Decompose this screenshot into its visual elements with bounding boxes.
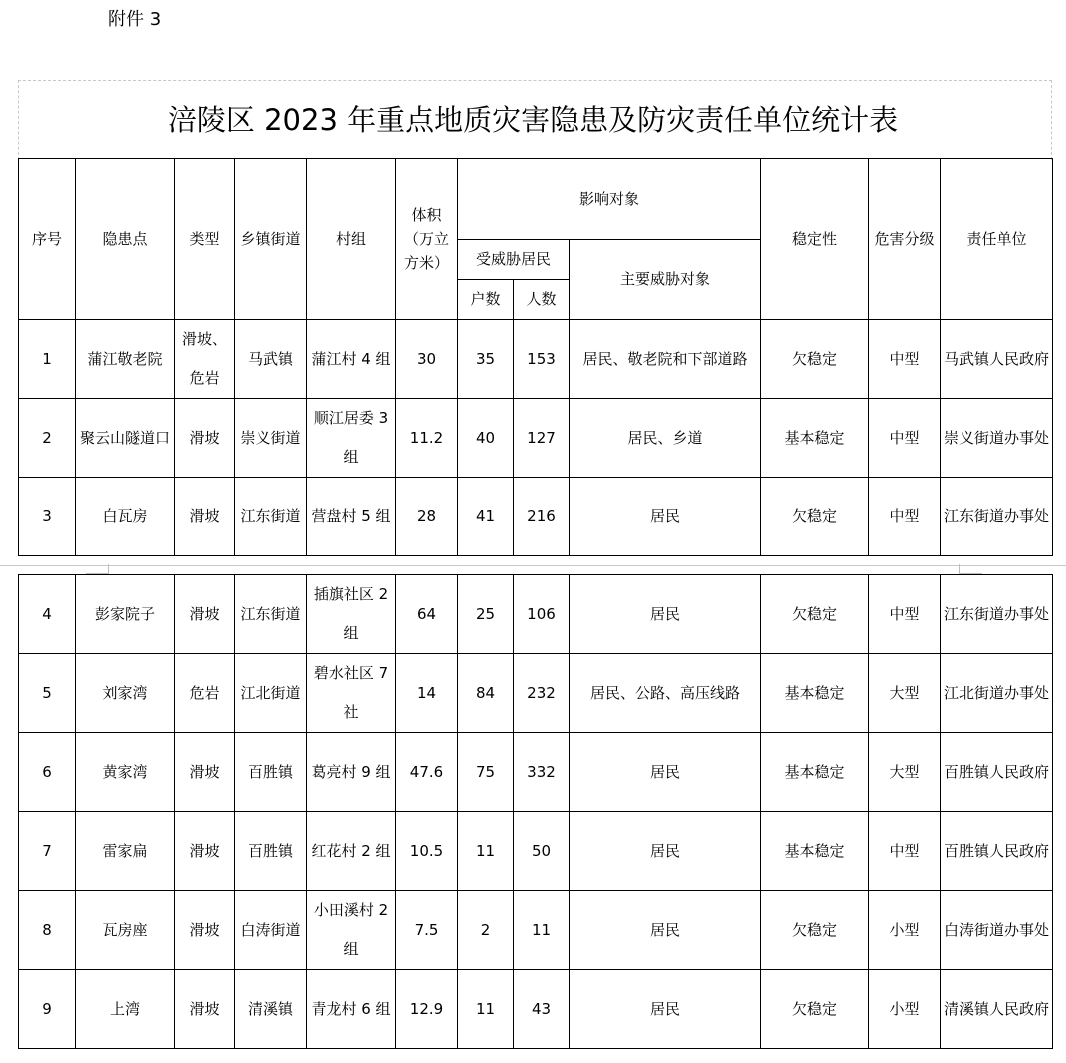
cell-households: 2: [458, 891, 514, 970]
cell-volume: 10.5: [396, 812, 458, 891]
cell-threat: 居民: [570, 733, 761, 812]
cell-unit: 马武镇人民政府: [941, 320, 1053, 399]
cell-unit: 江东街道办事处: [941, 478, 1053, 556]
cell-people: 106: [514, 575, 570, 654]
cell-village: 小田溪村 2 组: [307, 891, 396, 970]
cell-site: 黄家湾: [76, 733, 175, 812]
cell-village: 碧水社区 7 社: [307, 654, 396, 733]
page-break-line: [0, 565, 1066, 566]
page-corner-mark: [86, 564, 109, 574]
header-hazard: 危害分级: [869, 159, 941, 320]
cell-people: 216: [514, 478, 570, 556]
cell-stability: 基本稳定: [761, 654, 869, 733]
cell-threat: 居民: [570, 970, 761, 1049]
cell-town: 白涛街道: [235, 891, 307, 970]
cell-seq: 4: [19, 575, 76, 654]
cell-stability: 基本稳定: [761, 399, 869, 478]
cell-hazard: 中型: [869, 320, 941, 399]
cell-households: 40: [458, 399, 514, 478]
header-stability: 稳定性: [761, 159, 869, 320]
table-row: [19, 891, 1053, 970]
cell-type: 滑坡: [175, 733, 235, 812]
table-row: [19, 399, 1053, 478]
cell-people: 332: [514, 733, 570, 812]
table-row: [19, 970, 1053, 1049]
cell-hazard: 小型: [869, 970, 941, 1049]
cell-village: 蒲江村 4 组: [307, 320, 396, 399]
cell-seq: 6: [19, 733, 76, 812]
cell-site: 雷家扁: [76, 812, 175, 891]
cell-threat: 居民: [570, 478, 761, 556]
statistics-table-page-2: [18, 574, 1053, 1049]
cell-site: 彭家院子: [76, 575, 175, 654]
cell-people: 50: [514, 812, 570, 891]
cell-type: 滑坡: [175, 891, 235, 970]
cell-hazard: 大型: [869, 654, 941, 733]
cell-hazard: 小型: [869, 891, 941, 970]
cell-households: 84: [458, 654, 514, 733]
cell-unit: 百胜镇人民政府: [941, 733, 1053, 812]
cell-volume: 47.6: [396, 733, 458, 812]
cell-unit: 江东街道办事处: [941, 575, 1053, 654]
cell-town: 江北街道: [235, 654, 307, 733]
cell-seq: 8: [19, 891, 76, 970]
cell-people: 11: [514, 891, 570, 970]
cell-households: 35: [458, 320, 514, 399]
page-corner-mark: [959, 564, 982, 574]
cell-unit: 白涛街道办事处: [941, 891, 1053, 970]
cell-threat: 居民: [570, 891, 761, 970]
cell-volume: 28: [396, 478, 458, 556]
cell-households: 41: [458, 478, 514, 556]
table-row: [19, 654, 1053, 733]
cell-volume: 12.9: [396, 970, 458, 1049]
cell-threat: 居民: [570, 812, 761, 891]
cell-type: 滑坡: [175, 399, 235, 478]
cell-town: 崇义街道: [235, 399, 307, 478]
cell-town: 江东街道: [235, 575, 307, 654]
cell-volume: 14: [396, 654, 458, 733]
cell-households: 75: [458, 733, 514, 812]
cell-people: 127: [514, 399, 570, 478]
cell-type: 滑坡: [175, 575, 235, 654]
cell-type: 滑坡: [175, 812, 235, 891]
statistics-table-page-1: [18, 158, 1053, 556]
table-row: [19, 320, 1053, 399]
header-site: 隐患点: [76, 159, 175, 320]
header-volume: 体积（万立方米）: [396, 159, 458, 320]
attachment-label: 附件 3: [108, 9, 162, 30]
cell-volume: 7.5: [396, 891, 458, 970]
cell-town: 马武镇: [235, 320, 307, 399]
cell-threat: 居民、敬老院和下部道路: [570, 320, 761, 399]
cell-town: 清溪镇: [235, 970, 307, 1049]
header-people: 人数: [514, 280, 570, 320]
cell-stability: 欠稳定: [761, 478, 869, 556]
cell-village: 青龙村 6 组: [307, 970, 396, 1049]
cell-type: 滑坡、危岩: [175, 320, 235, 399]
cell-village: 顺江居委 3 组: [307, 399, 396, 478]
header-town: 乡镇街道: [235, 159, 307, 320]
cell-households: 11: [458, 812, 514, 891]
cell-stability: 基本稳定: [761, 733, 869, 812]
cell-people: 153: [514, 320, 570, 399]
cell-town: 百胜镇: [235, 733, 307, 812]
cell-seq: 5: [19, 654, 76, 733]
cell-hazard: 大型: [869, 733, 941, 812]
table-row: [19, 478, 1053, 556]
cell-unit: 百胜镇人民政府: [941, 812, 1053, 891]
cell-unit: 崇义街道办事处: [941, 399, 1053, 478]
cell-stability: 基本稳定: [761, 812, 869, 891]
cell-site: 瓦房座: [76, 891, 175, 970]
cell-volume: 64: [396, 575, 458, 654]
table-row: [19, 575, 1053, 654]
header-threat: 主要威胁对象: [570, 240, 761, 320]
cell-volume: 11.2: [396, 399, 458, 478]
cell-seq: 1: [19, 320, 76, 399]
cell-threat: 居民、乡道: [570, 399, 761, 478]
cell-hazard: 中型: [869, 812, 941, 891]
cell-type: 滑坡: [175, 478, 235, 556]
cell-village: 葛亮村 9 组: [307, 733, 396, 812]
cell-village: 营盘村 5 组: [307, 478, 396, 556]
cell-site: 刘家湾: [76, 654, 175, 733]
header-village: 村组: [307, 159, 396, 320]
cell-unit: 清溪镇人民政府: [941, 970, 1053, 1049]
cell-village: 插旗社区 2 组: [307, 575, 396, 654]
cell-households: 11: [458, 970, 514, 1049]
cell-hazard: 中型: [869, 575, 941, 654]
table-row: [19, 733, 1053, 812]
header-seq: 序号: [19, 159, 76, 320]
cell-stability: 欠稳定: [761, 891, 869, 970]
cell-volume: 30: [396, 320, 458, 399]
header-residents: 受威胁居民: [458, 240, 570, 280]
header-households: 户数: [458, 280, 514, 320]
table-row: [19, 812, 1053, 891]
cell-hazard: 中型: [869, 478, 941, 556]
cell-seq: 3: [19, 478, 76, 556]
cell-stability: 欠稳定: [761, 970, 869, 1049]
cell-town: 百胜镇: [235, 812, 307, 891]
cell-threat: 居民、公路、高压线路: [570, 654, 761, 733]
cell-seq: 2: [19, 399, 76, 478]
cell-type: 滑坡: [175, 970, 235, 1049]
header-type: 类型: [175, 159, 235, 320]
cell-people: 43: [514, 970, 570, 1049]
cell-households: 25: [458, 575, 514, 654]
cell-stability: 欠稳定: [761, 575, 869, 654]
cell-village: 红花村 2 组: [307, 812, 396, 891]
cell-unit: 江北街道办事处: [941, 654, 1053, 733]
cell-site: 蒲江敬老院: [76, 320, 175, 399]
cell-hazard: 中型: [869, 399, 941, 478]
document-title: 涪陵区 2023 年重点地质灾害隐患及防灾责任单位统计表: [167, 103, 899, 137]
cell-seq: 9: [19, 970, 76, 1049]
cell-type: 危岩: [175, 654, 235, 733]
cell-site: 聚云山隧道口: [76, 399, 175, 478]
cell-site: 上湾: [76, 970, 175, 1049]
cell-threat: 居民: [570, 575, 761, 654]
cell-town: 江东街道: [235, 478, 307, 556]
cell-site: 白瓦房: [76, 478, 175, 556]
header-impact: 影响对象: [458, 159, 761, 240]
cell-seq: 7: [19, 812, 76, 891]
cell-stability: 欠稳定: [761, 320, 869, 399]
cell-people: 232: [514, 654, 570, 733]
header-unit: 责任单位: [941, 159, 1053, 320]
